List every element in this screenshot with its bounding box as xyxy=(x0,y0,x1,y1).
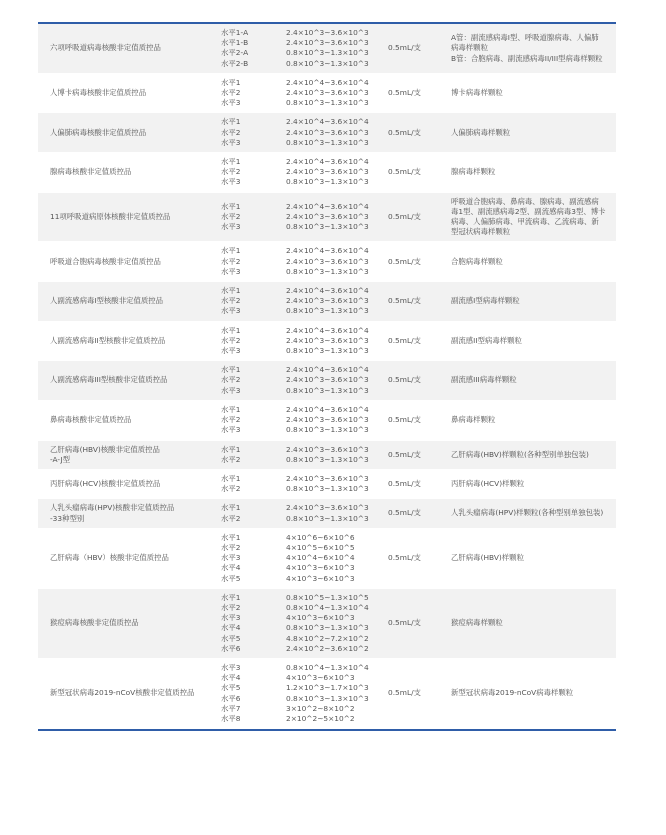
spec-cell xyxy=(388,242,451,282)
product-name-line: -A-J型 xyxy=(50,454,71,464)
spec-value: 0.5mL/支 xyxy=(388,335,421,345)
levels-cell xyxy=(221,153,286,193)
product-name-line: 人偏肺病毒核酸非定值质控品 xyxy=(50,127,147,137)
table-row xyxy=(38,192,616,242)
description-text: A管：副流感病毒I型、呼吸道腺病毒、人偏肺病毒样颗粒 xyxy=(451,33,599,53)
product-name-line: 丙肝病毒(HCV)核酸非定值质控品 xyxy=(50,479,161,488)
spec-cell xyxy=(388,658,451,728)
level-label: 水平1 xyxy=(221,532,241,542)
concentration-value: 2.4×10^3~3.6×10^3 xyxy=(286,167,369,177)
concentration-value: 1.2×10^3~1.7×10^3 xyxy=(286,683,369,693)
concentration-value: 4.8×10^2~7.2×10^2 xyxy=(286,633,369,643)
product-name-line: 乙肝病毒（HBV）核酸非定值质控品 xyxy=(50,553,169,563)
product-name-cell xyxy=(38,113,221,153)
description-cell xyxy=(451,400,616,440)
table-row xyxy=(38,282,616,322)
description-cell xyxy=(451,499,616,528)
product-name-line: 鼻病毒核酸非定值质控品 xyxy=(50,415,132,425)
table-row xyxy=(38,73,616,113)
level-label: 水平1 xyxy=(221,473,241,483)
levels-cell xyxy=(221,528,286,588)
product-name-line: 人副流感病毒III型核酸非定值质控品 xyxy=(50,375,168,385)
levels-cell xyxy=(221,282,286,322)
description-text: 呼吸道合胞病毒、鼻病毒、腺病毒、副流感病毒1型、副流感病毒2型、副流感病毒3型、博卡病毒、人偏肺病毒、甲流病毒、乙流病毒、新型冠状病毒样颗粒 xyxy=(451,196,606,237)
concentration-value: 2.4×10^3~3.6×10^3 xyxy=(286,296,369,306)
description-cell xyxy=(451,469,616,498)
level-label: 水平2 xyxy=(221,335,241,345)
concentration-value: 0.8×10^3~1.3×10^3 xyxy=(286,266,369,276)
level-label: 水平1 xyxy=(221,365,241,375)
description-text: 新型冠状病毒2019-nCoV病毒样颗粒 xyxy=(451,688,574,698)
description-text: 人偏肺病毒样颗粒 xyxy=(451,127,511,137)
spec-cell xyxy=(388,469,451,498)
product-name-cell xyxy=(38,153,221,193)
concentration-cell xyxy=(286,242,388,282)
concentration-cell xyxy=(286,282,388,322)
concentration-value: 2.4×10^3~3.6×10^3 xyxy=(286,444,369,454)
concentration-value: 2.4×10^3~3.6×10^3 xyxy=(286,415,369,425)
level-label: 水平1 xyxy=(221,246,241,256)
spec-cell xyxy=(388,192,451,242)
concentration-value: 4×10^5~6×10^5 xyxy=(286,542,355,552)
level-label: 水平3 xyxy=(221,177,241,187)
concentration-value: 2.4×10^2~3.6×10^2 xyxy=(286,643,369,653)
product-name-line: 六项呼吸道病毒核酸非定值质控品 xyxy=(50,43,161,53)
product-name-line: 新型冠状病毒2019-nCoV核酸非定值质控品 xyxy=(50,688,195,698)
level-label: 水平7 xyxy=(221,703,241,713)
level-label: 水平1 xyxy=(221,325,241,335)
level-label: 水平2 xyxy=(221,167,241,177)
level-label: 水平4 xyxy=(221,623,241,633)
description-text: 丙肝病毒(HCV)样颗粒 xyxy=(451,479,525,488)
level-label: 水平3 xyxy=(221,553,241,563)
spec-value: 0.5mL/支 xyxy=(388,375,421,385)
concentration-value: 0.8×10^3~1.3×10^3 xyxy=(286,48,369,58)
concentration-cell xyxy=(286,528,388,588)
product-name-cell xyxy=(38,528,221,588)
product-name-cell xyxy=(38,73,221,113)
product-table xyxy=(38,24,616,729)
level-label: 水平6 xyxy=(221,693,241,703)
levels-cell xyxy=(221,192,286,242)
level-label: 水平2 xyxy=(221,256,241,266)
level-label: 水平1 xyxy=(221,77,241,87)
level-label: 水平1 xyxy=(221,286,241,296)
description-text: 人乳头瘤病毒(HPV)样颗粒(各种型别单独包装) xyxy=(451,508,604,518)
description-cell xyxy=(451,73,616,113)
level-label: 水平2 xyxy=(221,513,241,523)
levels-cell xyxy=(221,24,286,73)
description-text: 乙肝病毒(HBV)样颗粒(各种型别单独包装) xyxy=(451,449,589,459)
spec-cell xyxy=(388,499,451,528)
concentration-value: 4×10^6~6×10^6 xyxy=(286,532,355,542)
concentration-value: 4×10^3~6×10^3 xyxy=(286,573,355,583)
levels-cell xyxy=(221,400,286,440)
product-name-cell xyxy=(38,242,221,282)
concentration-value: 2.4×10^3~3.6×10^3 xyxy=(286,28,369,37)
levels-cell xyxy=(221,499,286,528)
table-row xyxy=(38,469,616,498)
description-text: 合胞病毒样颗粒 xyxy=(451,256,503,266)
product-name-cell xyxy=(38,588,221,658)
product-name-line: 乙肝病毒(HBV)核酸非定值质控品 xyxy=(50,444,160,454)
concentration-value: 0.8×10^3~1.3×10^3 xyxy=(286,484,369,494)
spec-cell xyxy=(388,440,451,469)
product-name-line: 人副流感病毒I型核酸非定值质控品 xyxy=(50,296,164,306)
concentration-value: 2×10^2~5×10^2 xyxy=(286,713,355,723)
level-label: 水平1 xyxy=(221,503,241,513)
concentration-value: 0.8×10^3~1.3×10^3 xyxy=(286,98,369,108)
description-cell xyxy=(451,528,616,588)
concentration-value: 0.8×10^3~1.3×10^3 xyxy=(286,137,369,147)
level-label: 水平2 xyxy=(221,415,241,425)
level-label: 水平1-B xyxy=(221,38,249,48)
product-name-line: 腺病毒核酸非定值质控品 xyxy=(50,167,132,177)
level-label: 水平3 xyxy=(221,385,241,395)
concentration-value: 2.4×10^3~3.6×10^3 xyxy=(286,38,369,48)
concentration-value: 3×10^2~8×10^2 xyxy=(286,703,355,713)
concentration-value: 0.8×10^3~1.3×10^3 xyxy=(286,346,369,356)
level-label: 水平1 xyxy=(221,404,241,414)
level-label: 水平6 xyxy=(221,643,241,653)
product-name-cell xyxy=(38,658,221,728)
level-label: 水平2 xyxy=(221,88,241,98)
concentration-value: 2.4×10^3~3.6×10^3 xyxy=(286,503,369,513)
product-name-cell xyxy=(38,282,221,322)
concentration-cell xyxy=(286,469,388,498)
concentration-cell xyxy=(286,192,388,242)
level-label: 水平5 xyxy=(221,573,241,583)
spec-value: 0.5mL/支 xyxy=(388,618,421,628)
level-label: 水平2 xyxy=(221,454,241,464)
description-cell xyxy=(451,588,616,658)
level-label: 水平2 xyxy=(221,542,241,552)
concentration-value: 2.4×10^4~3.6×10^4 xyxy=(286,404,369,414)
product-name-cell xyxy=(38,192,221,242)
level-label: 水平3 xyxy=(221,98,241,108)
level-label: 水平2 xyxy=(221,127,241,137)
concentration-value: 2.4×10^3~3.6×10^3 xyxy=(286,211,369,221)
description-text: 猴痘病毒样颗粒 xyxy=(451,618,503,628)
spec-value: 0.5mL/支 xyxy=(388,256,421,266)
spec-value: 0.5mL/支 xyxy=(388,43,421,53)
product-name-cell xyxy=(38,469,221,498)
level-label: 水平1 xyxy=(221,444,241,454)
level-label: 水平3 xyxy=(221,425,241,435)
spec-cell xyxy=(388,321,451,361)
spec-value: 0.5mL/支 xyxy=(388,167,421,177)
table-row xyxy=(38,242,616,282)
spec-cell xyxy=(388,361,451,401)
description-text: 副流感II型病毒样颗粒 xyxy=(451,335,522,345)
product-name-cell xyxy=(38,499,221,528)
table-row xyxy=(38,321,616,361)
spec-value: 0.5mL/支 xyxy=(388,553,421,563)
table-row xyxy=(38,528,616,588)
spec-value: 0.5mL/支 xyxy=(388,688,421,698)
concentration-cell xyxy=(286,499,388,528)
spec-cell xyxy=(388,282,451,322)
description-text: 腺病毒样颗粒 xyxy=(451,167,496,177)
concentration-cell xyxy=(286,658,388,728)
spec-value: 0.5mL/支 xyxy=(388,88,421,98)
concentration-value: 2.4×10^4~3.6×10^4 xyxy=(286,157,369,167)
concentration-cell xyxy=(286,113,388,153)
concentration-cell xyxy=(286,153,388,193)
concentration-value: 0.8×10^3~1.3×10^3 xyxy=(286,513,369,523)
concentration-value: 0.8×10^3~1.3×10^3 xyxy=(286,693,369,703)
spec-cell xyxy=(388,528,451,588)
description-cell xyxy=(451,24,616,73)
concentration-value: 2.4×10^4~3.6×10^4 xyxy=(286,117,369,127)
level-label: 水平5 xyxy=(221,683,241,693)
level-label: 水平1-A xyxy=(221,28,249,37)
description-cell xyxy=(451,361,616,401)
product-name-cell xyxy=(38,321,221,361)
product-name-line: 猴痘病毒核酸非定值质控品 xyxy=(50,618,139,628)
level-label: 水平5 xyxy=(221,633,241,643)
concentration-cell xyxy=(286,588,388,658)
level-label: 水平3 xyxy=(221,266,241,276)
level-label: 水平3 xyxy=(221,137,241,147)
level-label: 水平3 xyxy=(221,613,241,623)
levels-cell xyxy=(221,361,286,401)
spec-value: 0.5mL/支 xyxy=(388,211,421,221)
levels-cell xyxy=(221,469,286,498)
level-label: 水平3 xyxy=(221,346,241,356)
level-label: 水平2 xyxy=(221,484,241,494)
concentration-value: 2.4×10^3~3.6×10^3 xyxy=(286,88,369,98)
concentration-cell xyxy=(286,361,388,401)
concentration-value: 0.8×10^3~1.3×10^3 xyxy=(286,58,369,68)
description-cell xyxy=(451,113,616,153)
concentration-value: 0.8×10^4~1.3×10^4 xyxy=(286,662,369,672)
product-name-line: 呼吸道合胞病毒核酸非定值质控品 xyxy=(50,256,161,266)
spec-cell xyxy=(388,400,451,440)
description-text: 博卡病毒样颗粒 xyxy=(451,88,503,98)
product-name-line: 11项呼吸道病原体核酸非定值质控品 xyxy=(50,211,171,221)
product-table-body xyxy=(38,24,616,729)
product-name-line: 人乳头瘤病毒(HPV)核酸非定值质控品 xyxy=(50,503,175,513)
spec-value: 0.5mL/支 xyxy=(388,127,421,137)
description-cell xyxy=(451,192,616,242)
concentration-value: 0.8×10^5~1.3×10^5 xyxy=(286,592,369,602)
spec-cell xyxy=(388,153,451,193)
description-text: 副流感III病毒样颗粒 xyxy=(451,375,517,385)
product-name-cell xyxy=(38,361,221,401)
product-name-cell xyxy=(38,24,221,73)
table-row xyxy=(38,658,616,728)
level-label: 水平3 xyxy=(221,662,241,672)
level-label: 水平2 xyxy=(221,602,241,612)
levels-cell xyxy=(221,440,286,469)
concentration-cell xyxy=(286,321,388,361)
level-label: 水平2-B xyxy=(221,58,249,68)
table-row xyxy=(38,440,616,469)
product-name-cell xyxy=(38,440,221,469)
spec-cell xyxy=(388,24,451,73)
level-label: 水平4 xyxy=(221,673,241,683)
table-row xyxy=(38,588,616,658)
description-text: 鼻病毒样颗粒 xyxy=(451,415,496,425)
concentration-cell xyxy=(286,400,388,440)
concentration-value: 4×10^3~6×10^3 xyxy=(286,613,355,623)
concentration-value: 4×10^3~6×10^3 xyxy=(286,563,355,573)
concentration-value: 2.4×10^3~3.6×10^3 xyxy=(286,127,369,137)
concentration-value: 0.8×10^3~1.3×10^3 xyxy=(286,425,369,435)
description-cell xyxy=(451,440,616,469)
level-label: 水平2-A xyxy=(221,48,249,58)
description-cell xyxy=(451,658,616,728)
description-cell xyxy=(451,242,616,282)
concentration-value: 0.8×10^3~1.3×10^3 xyxy=(286,623,369,633)
level-label: 水平1 xyxy=(221,117,241,127)
table-row xyxy=(38,153,616,193)
description-cell xyxy=(451,282,616,322)
table-row xyxy=(38,499,616,528)
level-label: 水平1 xyxy=(221,592,241,602)
concentration-value: 0.8×10^4~1.3×10^4 xyxy=(286,602,369,612)
levels-cell xyxy=(221,113,286,153)
concentration-value: 2.4×10^4~3.6×10^4 xyxy=(286,77,369,87)
product-name-line: 人博卡病毒核酸非定值质控品 xyxy=(50,88,147,98)
spec-value: 0.5mL/支 xyxy=(388,449,421,459)
levels-cell xyxy=(221,658,286,728)
concentration-value: 2.4×10^4~3.6×10^4 xyxy=(286,286,369,296)
spec-cell xyxy=(388,588,451,658)
levels-cell xyxy=(221,242,286,282)
concentration-value: 2.4×10^3~3.6×10^3 xyxy=(286,256,369,266)
concentration-value: 0.8×10^3~1.3×10^3 xyxy=(286,306,369,316)
concentration-value: 0.8×10^3~1.3×10^3 xyxy=(286,385,369,395)
concentration-value: 0.8×10^3~1.3×10^3 xyxy=(286,454,369,464)
table-row xyxy=(38,113,616,153)
description-text: B管：合胞病毒、副流感病毒II/III型病毒样颗粒 xyxy=(451,53,603,63)
concentration-cell xyxy=(286,440,388,469)
concentration-value: 2.4×10^4~3.6×10^4 xyxy=(286,365,369,375)
concentration-value: 0.8×10^3~1.3×10^3 xyxy=(286,177,369,187)
concentration-value: 2.4×10^3~3.6×10^3 xyxy=(286,473,369,483)
description-text: 副流感I型病毒样颗粒 xyxy=(451,296,520,306)
level-label: 水平1 xyxy=(221,157,241,167)
concentration-value: 2.4×10^3~3.6×10^3 xyxy=(286,375,369,385)
table-row xyxy=(38,361,616,401)
concentration-value: 2.4×10^4~3.6×10^4 xyxy=(286,325,369,335)
description-text: 乙肝病毒(HBV)样颗粒 xyxy=(451,553,524,563)
levels-cell xyxy=(221,73,286,113)
level-label: 水平3 xyxy=(221,222,241,232)
concentration-value: 2.4×10^4~3.6×10^4 xyxy=(286,201,369,211)
description-cell xyxy=(451,153,616,193)
concentration-value: 2.4×10^4~3.6×10^4 xyxy=(286,246,369,256)
level-label: 水平2 xyxy=(221,296,241,306)
level-label: 水平3 xyxy=(221,306,241,316)
concentration-cell xyxy=(286,73,388,113)
level-label: 水平1 xyxy=(221,201,241,211)
spec-value: 0.5mL/支 xyxy=(388,508,421,518)
table-row xyxy=(38,24,616,73)
concentration-value: 0.8×10^3~1.3×10^3 xyxy=(286,222,369,232)
product-name-cell xyxy=(38,400,221,440)
product-table-container xyxy=(38,22,616,731)
spec-value: 0.5mL/支 xyxy=(388,296,421,306)
level-label: 水平2 xyxy=(221,211,241,221)
description-cell xyxy=(451,321,616,361)
levels-cell xyxy=(221,588,286,658)
table-row xyxy=(38,400,616,440)
spec-value: 0.5mL/支 xyxy=(388,479,421,488)
spec-cell xyxy=(388,113,451,153)
concentration-value: 4×10^4~6×10^4 xyxy=(286,553,355,563)
spec-cell xyxy=(388,73,451,113)
product-name-line: -33种型别 xyxy=(50,513,85,523)
concentration-value: 4×10^3~6×10^3 xyxy=(286,673,355,683)
spec-value: 0.5mL/支 xyxy=(388,415,421,425)
concentration-value: 2.4×10^3~3.6×10^3 xyxy=(286,335,369,345)
product-name-line: 人副流感病毒II型核酸非定值质控品 xyxy=(50,335,166,345)
concentration-cell xyxy=(286,24,388,73)
levels-cell xyxy=(221,321,286,361)
level-label: 水平4 xyxy=(221,563,241,573)
level-label: 水平8 xyxy=(221,713,241,723)
level-label: 水平2 xyxy=(221,375,241,385)
